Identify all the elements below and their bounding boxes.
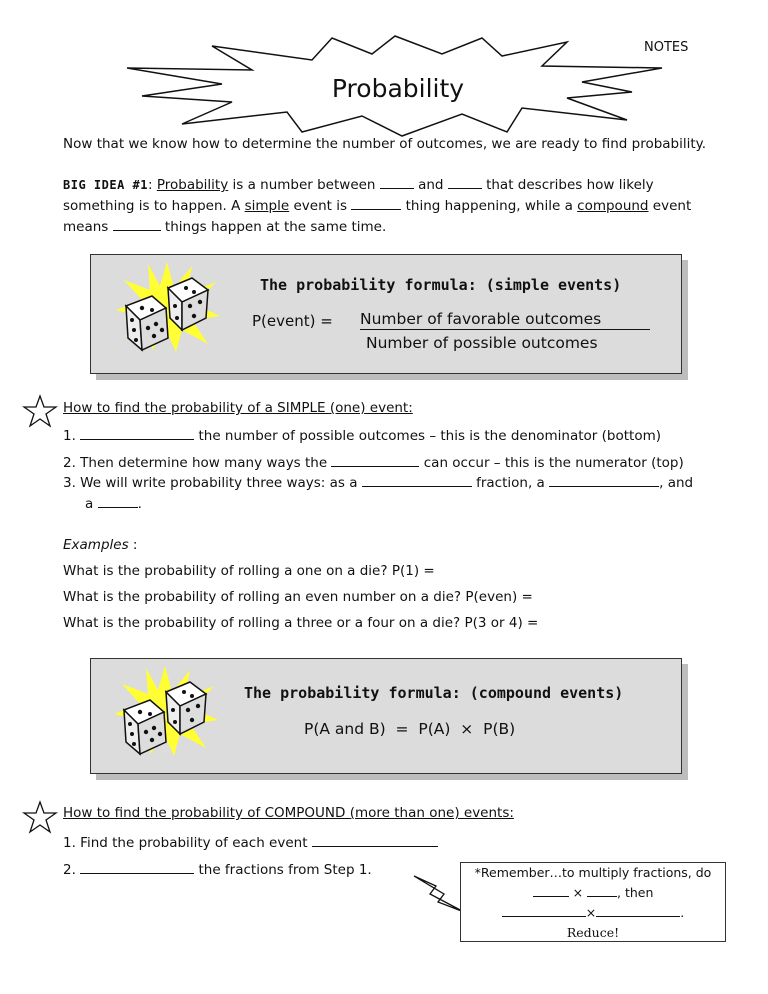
page-title: Probability: [331, 74, 465, 103]
big-idea-text: is a number between: [228, 177, 380, 193]
big-idea-text: thing happening, while a: [401, 198, 578, 214]
times-sign: ×: [585, 905, 597, 920]
simple-formula-title: The probability formula: (simple events): [260, 276, 622, 294]
examples-word: Examples: [63, 537, 129, 553]
probability-term: Probability: [156, 177, 229, 193]
big-idea-text: event: [648, 198, 692, 214]
simple-step-1: [63, 428, 661, 444]
compound-step-2: [63, 862, 372, 878]
remember-text: .: [680, 905, 685, 920]
compound-term: compound: [577, 198, 649, 214]
remember-line-2: [461, 883, 725, 903]
big-idea-text: and: [413, 177, 448, 193]
blank: [549, 475, 659, 487]
simple-step-2: [63, 455, 684, 471]
step-text: 1. Find the probability of each event: [63, 835, 312, 851]
star-icon: [22, 800, 58, 834]
remember-line-1: *Remember…to multiply fractions, do: [474, 865, 712, 880]
blank: [380, 177, 414, 189]
blank: [312, 835, 438, 847]
step-text: a: [85, 496, 98, 512]
lightning-icon: [410, 868, 466, 924]
step-text: .: [137, 496, 142, 512]
formula-numerator: Number of favorable outcomes: [360, 310, 650, 330]
compound-formula: P(A and B) = P(A) × P(B): [304, 720, 516, 738]
remember-line-3: [461, 903, 725, 923]
star-icon: [22, 394, 58, 428]
blank: [98, 496, 138, 508]
blank: [502, 906, 586, 917]
blank: [362, 475, 472, 487]
big-idea-text: event is: [289, 198, 352, 214]
blank: [331, 455, 419, 467]
blank: [448, 177, 482, 189]
blank: [113, 219, 161, 231]
compound-heading: How to find the probability of COMPOUND (more than one) events:: [63, 805, 514, 821]
step-text: can occur – this is the numerator (top): [419, 455, 684, 471]
step-text: fraction, a: [471, 475, 550, 491]
simple-heading: How to find the probability of a SIMPLE (one) event:: [63, 400, 413, 416]
dice-icon: [112, 258, 222, 354]
big-idea-text: that describes how likely: [481, 177, 654, 193]
blank: [80, 862, 194, 874]
big-idea-label: BIG IDEA #1: [63, 178, 148, 192]
examples-colon: :: [128, 537, 138, 553]
step-text: 2. Then determine how many ways the: [63, 455, 332, 471]
remember-text: , then: [617, 885, 654, 900]
step-text: the fractions from Step 1.: [194, 862, 372, 878]
blank: [587, 886, 617, 897]
simple-step-3: [63, 475, 693, 491]
simple-formula-lhs: P(event) =: [252, 312, 333, 330]
step-text: the number of possible outcomes – this is the denominator (bottom): [194, 428, 662, 444]
big-idea-line1: BIG IDEA #1: Probability is a number between and that describes how likely: [63, 177, 654, 193]
examples-label: [63, 537, 137, 553]
big-idea-line3: [63, 219, 386, 235]
blank: [80, 428, 194, 440]
example-3: What is the probability of rolling a three or a four on a die? P(3 or 4) =: [63, 615, 539, 631]
blank: [533, 886, 569, 897]
step-number: 2.: [63, 862, 81, 878]
remember-line-4: Reduce!: [566, 925, 620, 940]
example-1: What is the probability of rolling a one on a die? P(1) =: [63, 563, 435, 579]
step-text: , and: [659, 475, 694, 491]
intro-text: Now that we know how to determine the number of outcomes, we are ready to find probability.: [63, 136, 707, 152]
remember-callout: [460, 862, 726, 942]
big-idea-line2: [63, 198, 691, 214]
step-text: 3. We will write probability three ways: as a: [63, 475, 362, 491]
simple-step-3-cont: [85, 496, 142, 512]
formula-denominator: Number of possible outcomes: [366, 334, 598, 352]
notes-label: NOTES: [644, 40, 689, 55]
compound-step-1: [63, 835, 438, 851]
big-idea-text: something is to happen. A: [63, 198, 245, 214]
times-sign: ×: [572, 885, 584, 900]
dice-icon: [110, 662, 220, 758]
simple-term: simple: [244, 198, 290, 214]
step-number: 1.: [63, 428, 76, 444]
compound-formula-title: The probability formula: (compound events): [244, 684, 624, 702]
blank: [596, 906, 680, 917]
blank: [351, 198, 401, 210]
big-idea-text: things happen at the same time.: [160, 219, 387, 235]
big-idea-text: means: [63, 219, 113, 235]
example-2: What is the probability of rolling an even number on a die? P(even) =: [63, 589, 533, 605]
